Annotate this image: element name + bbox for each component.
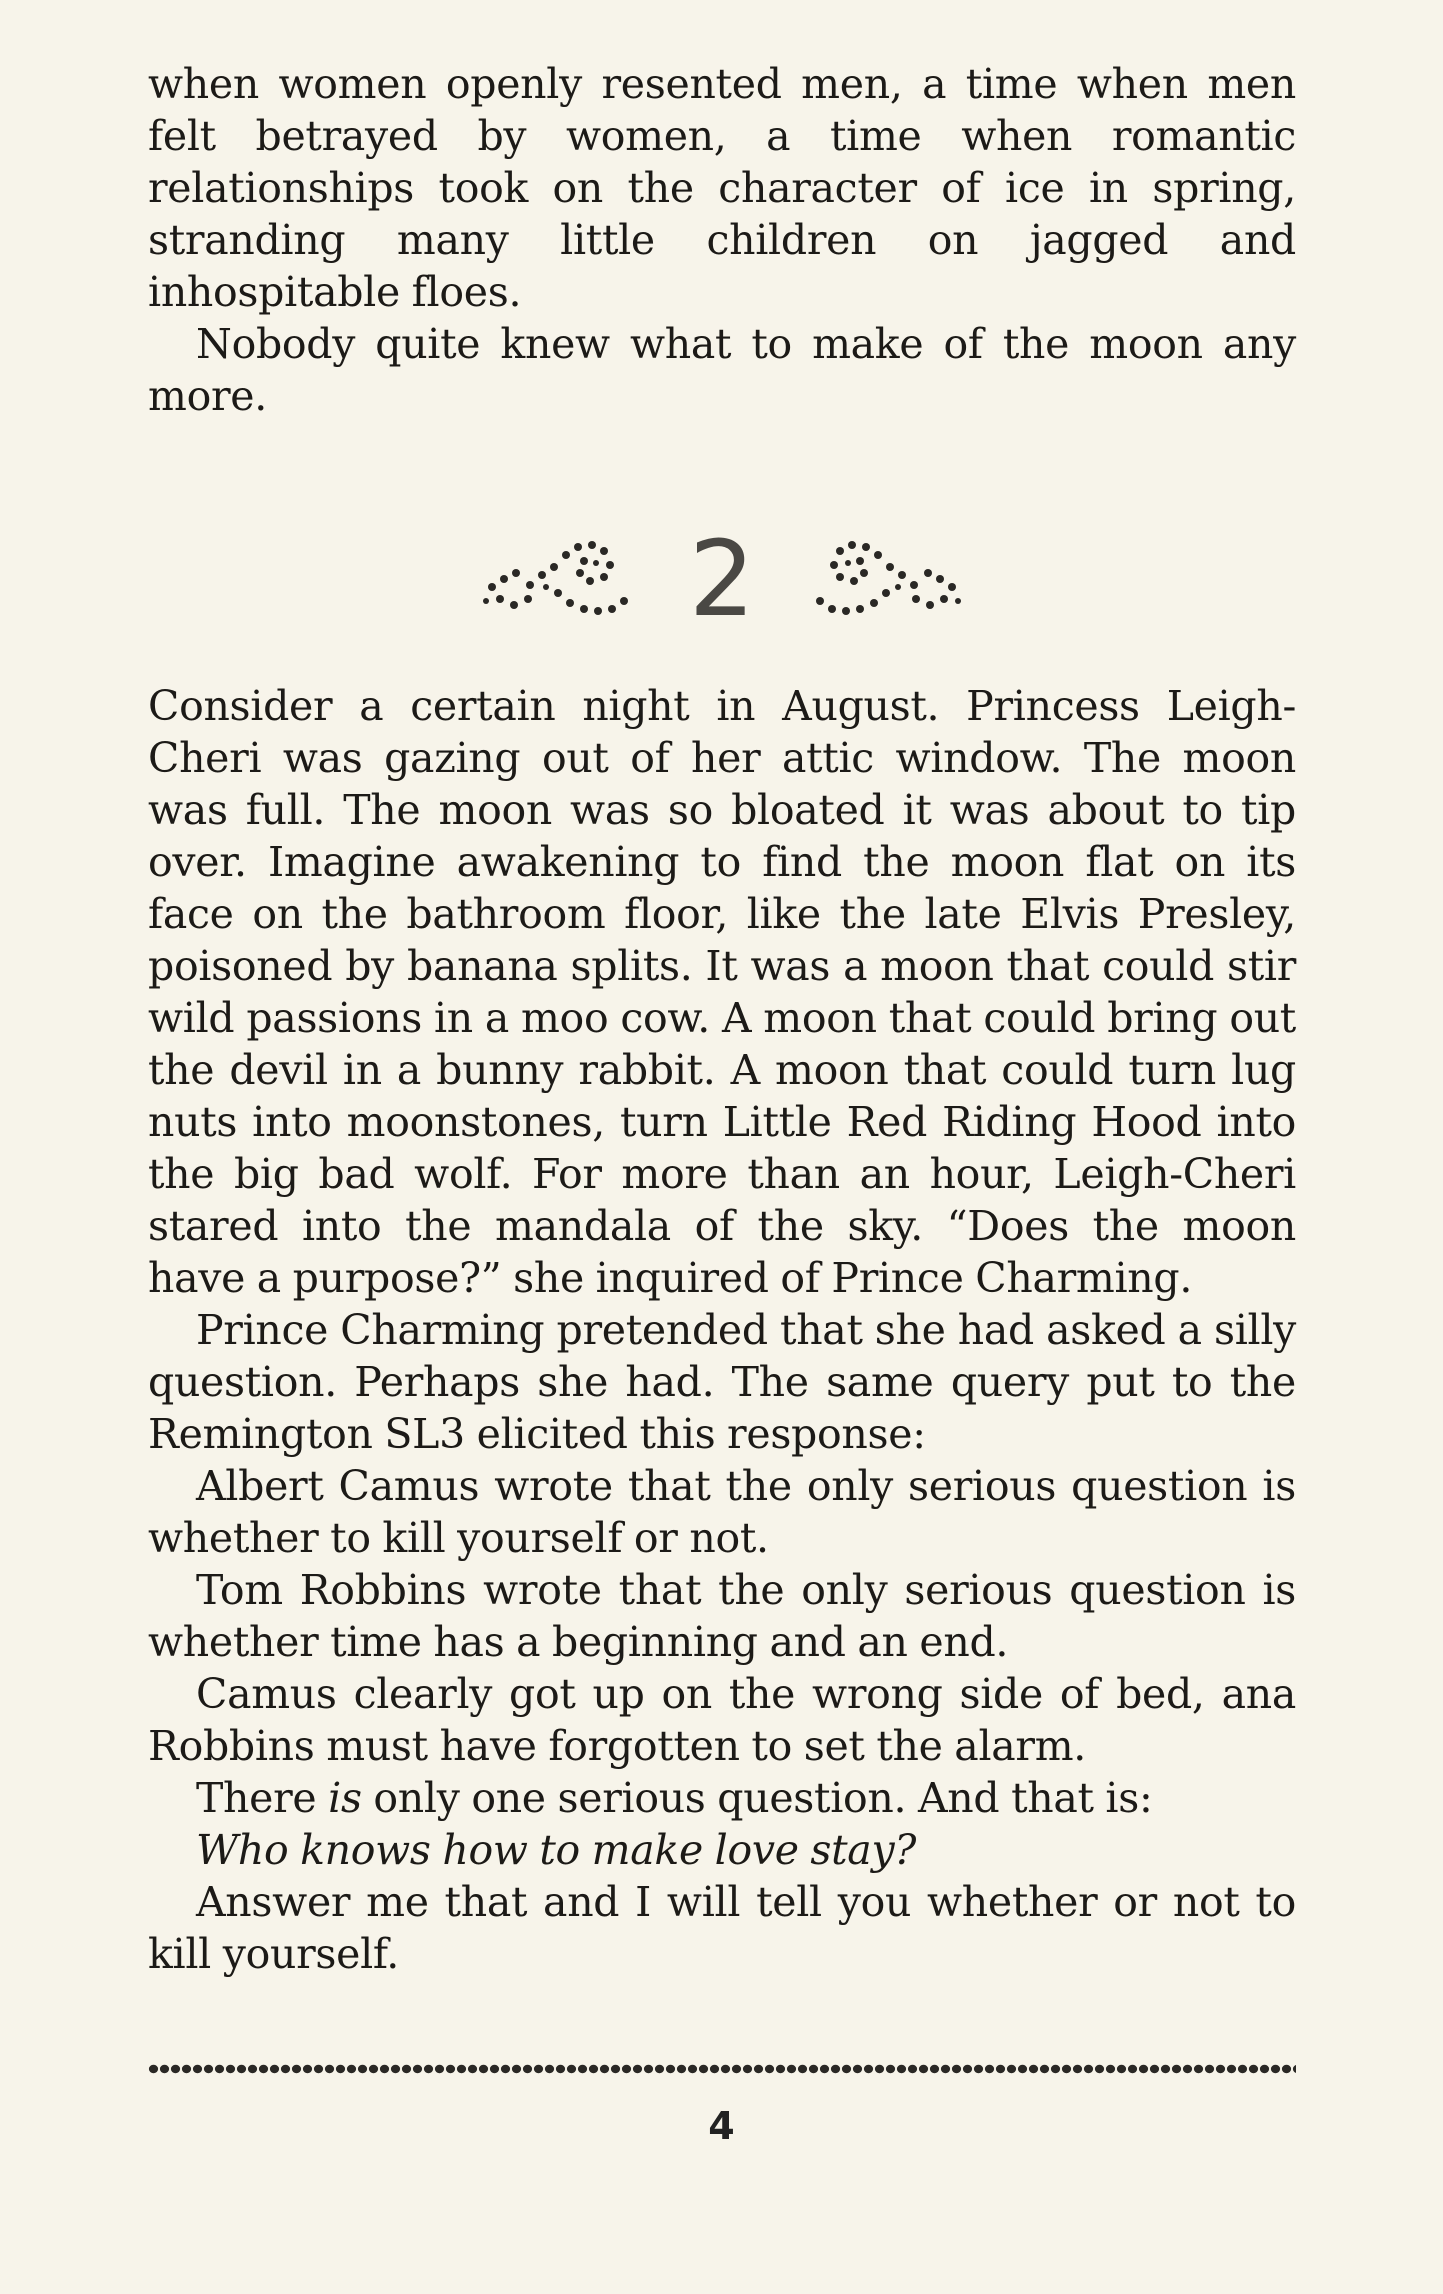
paragraph-moon-meaning: Nobody quite knew what to make of the moon any more. (148, 320, 1296, 420)
continued-paragraph: when women openly resented men, a time when men felt betrayed by women, a time when romantic relationships took on the character of ice in spring, stranding many little children on jagged and inhospitable floes. (148, 60, 1296, 316)
paragraph-serious-question (148, 1772, 1296, 1824)
chapter-body (148, 680, 1296, 1980)
chapter-number: 2 (688, 518, 755, 635)
paragraph-wrong-side-of-bed: Camus clearly got up on the wrong side of bed, ana Robbins must have forgotten to set the alarm. (148, 1670, 1296, 1770)
right-dot-flourish-icon (816, 541, 961, 615)
paragraph-camus: Albert Camus wrote that the only serious question is whether to kill yourself or not. (148, 1462, 1296, 1562)
page-top-text (148, 58, 1296, 422)
serious-question-tail: only one serious question. And that is: (361, 1774, 1153, 1822)
page-number: 4 (708, 2104, 735, 2148)
chapter-heading (0, 515, 1443, 635)
love-stay-question: Who knows how to make love stay? (196, 1826, 916, 1874)
paragraph-prince-charming: Prince Charming pretended that she had asked a silly question. Perhaps she had. The same query put to the Remington SL3 elicited this response: (148, 1306, 1296, 1458)
dotted-divider (148, 2062, 1296, 2076)
paragraph-love-stay (148, 1824, 1296, 1876)
serious-question-emphasis: is (328, 1774, 362, 1822)
left-dot-flourish-icon (483, 541, 628, 615)
paragraph-robbins: Tom Robbins wrote that the only serious question is whether time has a beginning and an end. (148, 1566, 1296, 1666)
serious-question-lead: There (196, 1774, 329, 1822)
paragraph-answer-me: Answer me that and I will tell you whether or not to kill yourself. (148, 1878, 1296, 1978)
chapter-ornament (462, 515, 982, 635)
paragraph-august-night: Consider a certain night in August. Princess Leigh-Cheri was gazing out of her attic window. The moon was full. The moon was so bloated it was about to tip over. Imagine awakening to find the moon flat on its face on the bathroom floor, like the late Elvis Presley, poisoned by banana splits. It was a moon that could stir wild passions in a moo cow. A moon that could bring out the devil in a bunny rabbit. A moon that could turn lug nuts into moonstones, turn Little Red Riding Hood into the big bad wolf. For more than an hour, Leigh-Cheri stared into the mandala of the sky. “Does the moon have a purpose?” she inquired of Prince Charming. (148, 682, 1296, 1302)
